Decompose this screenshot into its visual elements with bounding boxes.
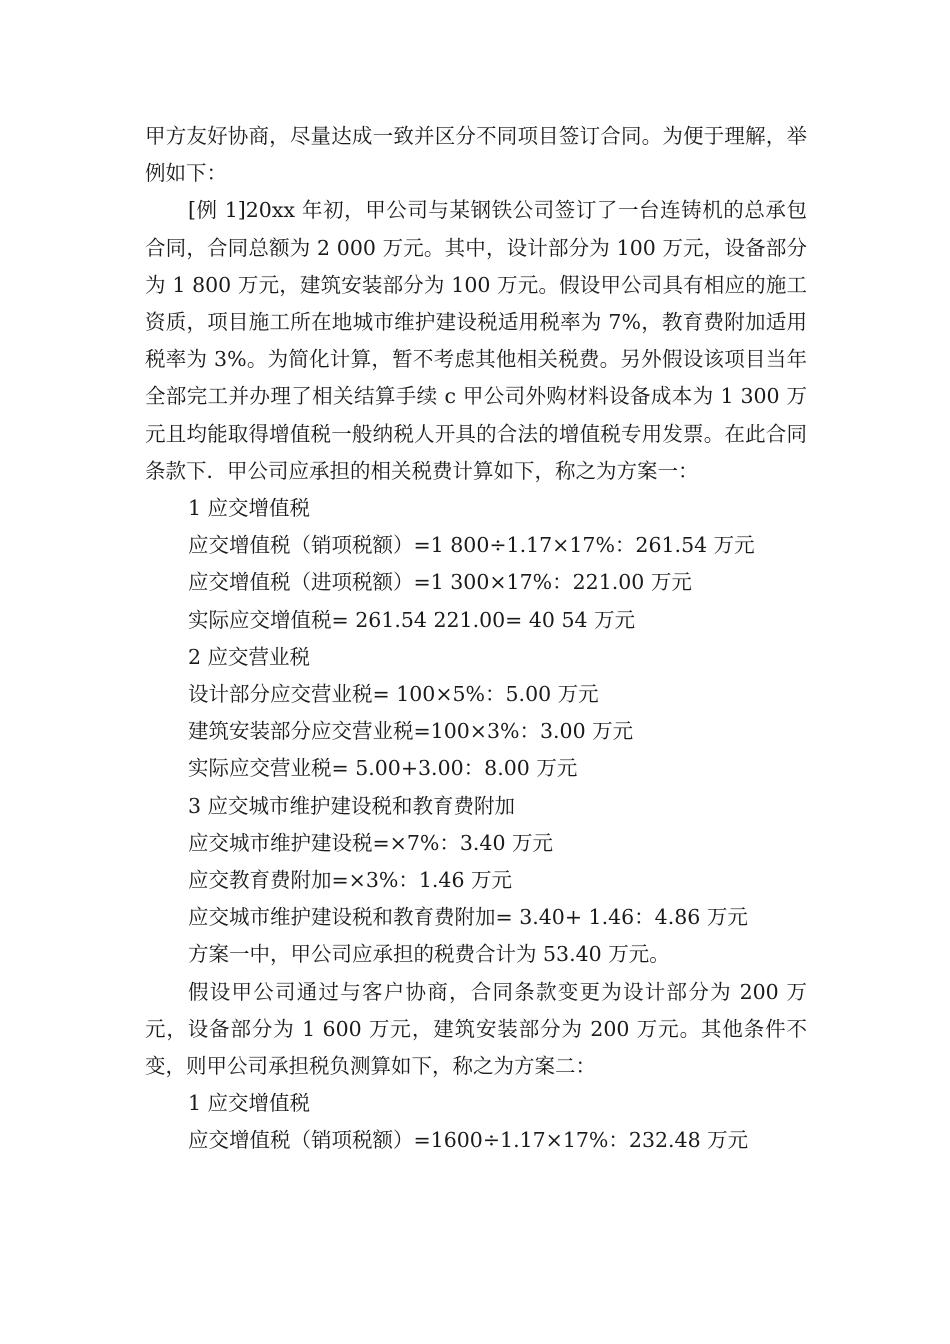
calc-total-surcharges: 应交城市维护建设税和教育费附加= 3.40+ 1.46：4.86 万元 (188, 905, 748, 930)
paragraph-intro: 甲方友好协商，尽量达成一致并区分不同项目签订合同。为便于理解，举例如下： (145, 124, 807, 186)
document-body (145, 118, 807, 1160)
summary-plan-1: 方案一中，甲公司应承担的税费合计为 53.40 万元。 (188, 942, 670, 967)
heading-vat-plan-2: 1 应交增值税 (188, 1091, 311, 1116)
calc-output-vat-plan-1: 应交增值税（销项税额）=1 800÷1.17×17%：261.54 万元 (188, 533, 755, 558)
calc-input-vat-plan-1: 应交增值税（进项税额）=1 300×17%：221.00 万元 (188, 570, 692, 595)
calc-actual-business-tax: 实际应交营业税= 5.00+3.00：8.00 万元 (188, 756, 578, 781)
heading-business-tax-plan-1: 2 应交营业税 (188, 644, 311, 669)
calc-construction-business-tax: 建筑安装部分应交营业税=100×3%：3.00 万元 (188, 719, 634, 744)
calc-city-maintenance-tax: 应交城市维护建设税=×7%：3.40 万元 (188, 830, 554, 855)
paragraph-example-1: [例 1]20xx 年初，甲公司与某钢铁公司签订了一台连铸机的总承包合同，合同总额为 2 000 万元。其中，设计部分为 100 万元，设备部分为 1 800 万元，建筑安装部分为 100 万元。假设甲公司具有相应的施工资质，项目施工所在地城市维护建设税适用税率为 7%，教育费附加适用税率为 3%。为简化计算，暂不考虑其他相关税费。另外假设该项目当年全部完工并办理了相关结算手续 c 甲公司外购材料设备成本为 1 300 万元且均能取得增值税一般纳税人开具的合法的增值税专用发票。在此合同条款下．甲公司应承担的相关税费计算如下，称之为方案一： (145, 198, 807, 483)
calc-actual-vat-plan-1: 实际应交增值税= 261.54 221.00= 40 54 万元 (188, 607, 636, 632)
calc-education-surcharge: 应交教育费附加=×3%：1.46 万元 (188, 868, 513, 893)
paragraph-plan-2-intro: 假设甲公司通过与客户协商，合同条款变更为设计部分为 200 万元，设备部分为 1 600 万元，建筑安装部分为 200 万元。其他条件不变，则甲公司承担税负测算如下，称之为方案二： (145, 979, 807, 1079)
calc-design-business-tax: 设计部分应交营业税= 100×5%：5.00 万元 (188, 682, 599, 707)
heading-surcharges-plan-1: 3 应交城市维护建设税和教育费附加 (188, 793, 516, 818)
calc-output-vat-plan-2: 应交增值税（销项税额）=1600÷1.17×17%：232.48 万元 (188, 1128, 749, 1153)
heading-vat-plan-1: 1 应交增值税 (188, 496, 311, 521)
